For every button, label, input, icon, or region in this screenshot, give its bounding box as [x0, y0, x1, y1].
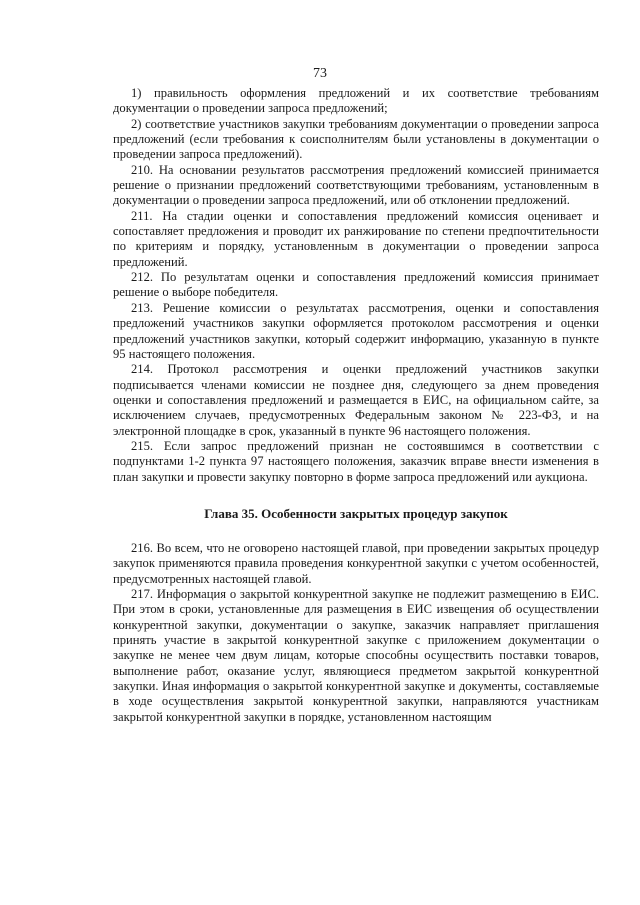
paragraph: 212. По результатам оценки и сопоставления предложений комиссия принимает решение о выборе победителя.: [113, 270, 599, 300]
paragraph: 210. На основании результатов рассмотрения предложений комиссией принимается решение о признании предложений соответствующими требованиям, установленным в документации о проведении запроса предложений, или об отклонении предложений.: [113, 162, 599, 208]
paragraph: 211. На стадии оценки и сопоставления предложений комиссия оценивает и сопоставляет предложения и проводит их ранжирование по степени предпочтительности по критериям и порядку, установленным в документации о проведении запроса предложений.: [113, 208, 599, 269]
paragraph: 214. Протокол рассмотрения и оценки предложений участников закупки подписывается членами комиссии не позднее дня, следующего за днем проведения оценки и сопоставления предложений и размещается в ЕИС, на официальном сайте, за исключением случаев, предусмотренных Федеральным законом № 223-ФЗ, и на электронной площадке в срок, указанный в пункте 96 настоящего положения.: [113, 362, 599, 438]
paragraph: 213. Решение комиссии о результатах рассмотрения, оценки и сопоставления предложений участников закупки оформляется протоколом рассмотрения и оценки предложений участников закупки, который содержит информацию, указанную в пункте 95 настоящего положения.: [113, 300, 599, 361]
chapter-title: Глава 35. Особенности закрытых процедур закупок: [204, 505, 508, 521]
paragraph: 217. Информация о закрытой конкурентной закупке не подлежит размещению в ЕИС. При этом в сроки, установленные для размещения в ЕИС извещения об осуществлении конкурентной закупки, документации о закупке, заказчик направляет приглашения принять участие в закрытой конкурентной закупке с приложением документации о закупке не менее чем двум лицам, которые способны осуществить поставки товаров, выполнение работ, оказание услуг, являющиеся предметом закрытой конкурентной закупки. Иная информация о закрытой конкурентной закупке и документы, составляемые в ходе осуществления закрытой конкурентной закупки, направляются участникам закрытой конкурентной закупки в порядке, установленном настоящим: [113, 586, 599, 724]
paragraph: 1) правильность оформления предложений и их соответствие требованиям документации о проведении запроса предложений;: [113, 86, 599, 116]
paragraph: 2) соответствие участников закупки требованиям документации о проведении запроса предложений (если требования к соисполнителям были установлены в документации о проведении запроса предложений).: [113, 116, 599, 162]
document-body: [113, 86, 599, 725]
paragraph: 215. Если запрос предложений признан не состоявшимся в соответствии с подпунктами 1-2 пункта 97 настоящего положения, заказчик вправе внести изменения в план закупки и провести закупку повторно в форме запроса предложений или аукциона.: [113, 438, 599, 484]
paragraph: 216. Во всем, что не оговорено настоящей главой, при проведении закрытых процедур закупок применяются правила проведения конкурентной закупки с учетом особенностей, предусмотренных настоящей главой.: [113, 540, 599, 586]
page-number: 73: [313, 66, 327, 81]
